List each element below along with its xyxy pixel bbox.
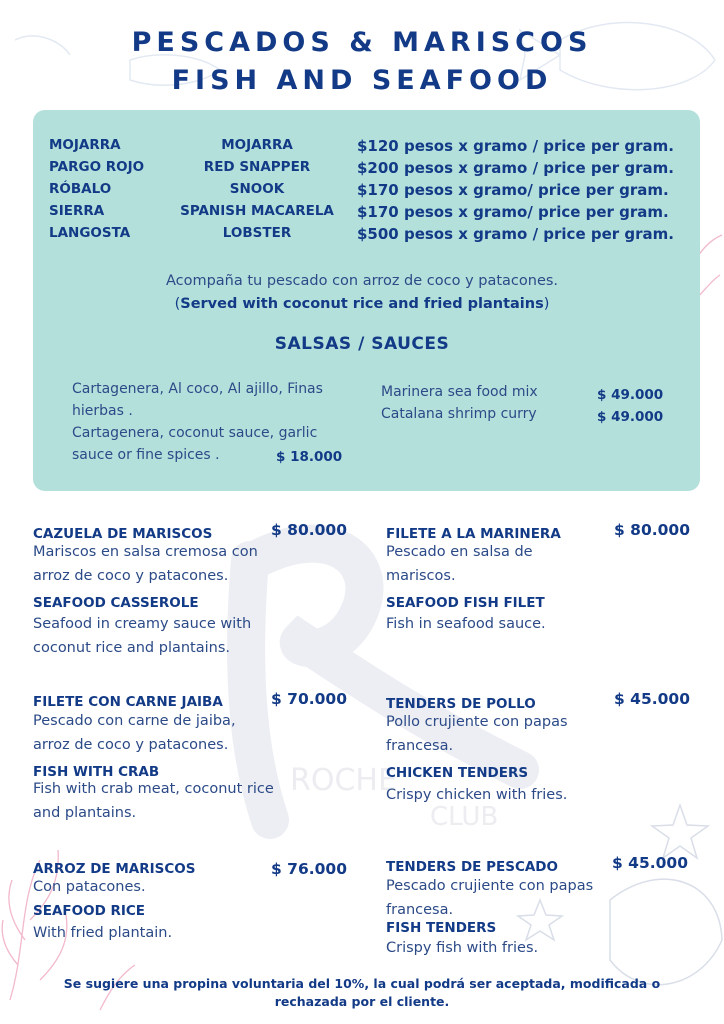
fish-price: $120 pesos x gramo / price per gram. — [357, 137, 674, 155]
dish-price: $ 45.000 — [612, 854, 688, 872]
page-title-en: FISH AND SEAFOOD — [171, 65, 553, 96]
dish-desc-es: mariscos. — [386, 568, 456, 584]
svg-text:CLUB: CLUB — [430, 802, 499, 832]
dish-desc-es: francesa. — [386, 738, 454, 754]
served-with-en — [0, 296, 724, 312]
served-with-en-text: Served with coconut rice and fried plantains — [180, 296, 544, 312]
dish-desc-es: Mariscos en salsa cremosa con — [33, 544, 258, 560]
fish-price: $500 pesos x gramo / price per gram. — [357, 225, 674, 243]
tip-note-line2: rechazada por el cliente. — [274, 994, 450, 1009]
fish-name-en: SNOOK — [229, 181, 285, 197]
sauce-line: Cartagenera, coconut sauce, garlic — [72, 425, 318, 441]
dish-desc-en: Fish with crab meat, coconut rice — [33, 781, 274, 797]
dish-desc-en: coconut rice and plantains. — [33, 640, 231, 656]
dish-desc-en: Crispy chicken with fries. — [386, 787, 568, 803]
dish-desc-es: Pescado crujiente con papas — [386, 878, 594, 894]
dish-price: $ 45.000 — [614, 690, 690, 708]
dish-price: $ 70.000 — [271, 690, 347, 708]
fish-name-es: MOJARRA — [49, 137, 121, 153]
dish-name-en: SEAFOOD CASSEROLE — [33, 595, 199, 611]
dish-name-es: TENDERS DE POLLO — [386, 696, 536, 712]
paren-open: ( — [174, 296, 181, 312]
dish-desc-en: With fried plantain. — [33, 925, 173, 941]
dish-price: $ 80.000 — [271, 521, 347, 539]
sauces-heading: SALSAS / SAUCES — [274, 334, 450, 354]
svg-text:ROCHE: ROCHE — [290, 763, 397, 798]
fish-name-en: LOBSTER — [222, 225, 292, 241]
fish-price: $200 pesos x gramo / price per gram. — [357, 159, 674, 177]
sauce-name: Catalana shrimp curry — [381, 406, 537, 422]
dish-name-es: FILETE A LA MARINERA — [386, 526, 561, 542]
fish-name-es: SIERRA — [49, 203, 105, 219]
dish-name-es: FILETE CON CARNE JAIBA — [33, 694, 223, 710]
fish-name-en: RED SNAPPER — [203, 159, 311, 175]
served-with-es: Acompaña tu pescado con arroz de coco y patacones. — [165, 273, 559, 289]
dish-price: $ 80.000 — [614, 521, 690, 539]
dish-desc-en: and plantains. — [33, 805, 137, 821]
dish-desc-en: Seafood in creamy sauce with — [33, 616, 252, 632]
fish-price: $170 pesos x gramo/ price per gram. — [357, 203, 669, 221]
dish-name-en: SEAFOOD FISH FILET — [386, 595, 545, 611]
dish-desc-es: francesa. — [386, 902, 454, 918]
dish-desc-es: arroz de coco y patacones. — [33, 568, 229, 584]
dish-name-es: ARROZ DE MARISCOS — [33, 861, 196, 877]
page-title-es: PESCADOS & MARISCOS — [131, 27, 593, 58]
dish-desc-en: Fish in seafood sauce. — [386, 616, 546, 632]
dish-desc-es: Pescado en salsa de — [386, 544, 533, 560]
fish-name-en: MOJARRA — [221, 137, 293, 153]
sauce-name: Marinera sea food mix — [381, 384, 538, 400]
fish-name-es: LANGOSTA — [49, 225, 131, 241]
fish-name-es: PARGO ROJO — [49, 159, 145, 175]
fish-name-en: SPANISH MACARELA — [180, 203, 334, 219]
dish-desc-es: Con patacones. — [33, 879, 146, 895]
dish-name-en: CHICKEN TENDERS — [386, 765, 529, 781]
dish-desc-es: Pollo crujiente con papas — [386, 714, 568, 730]
dish-name-en: FISH TENDERS — [386, 920, 497, 936]
sauce-line: hierbas . — [72, 403, 133, 419]
dish-price: $ 76.000 — [271, 860, 347, 878]
sauce-price: $ 18.000 — [276, 449, 343, 465]
dish-name-en: FISH WITH CRAB — [33, 764, 160, 780]
sauce-line: Cartagenera, Al coco, Al ajillo, Finas — [72, 381, 323, 397]
sauce-price: $ 49.000 — [597, 387, 664, 403]
dish-name-es: TENDERS DE PESCADO — [386, 859, 558, 875]
sauce-line: sauce or fine spices . — [72, 447, 220, 463]
dish-name-en: SEAFOOD RICE — [33, 903, 146, 919]
dish-name-es: CAZUELA DE MARISCOS — [33, 526, 213, 542]
sauce-price: $ 49.000 — [597, 409, 664, 425]
fish-price: $170 pesos x gramo/ price per gram. — [357, 181, 669, 199]
fish-name-es: RÓBALO — [49, 181, 112, 197]
dish-desc-es: Pescado con carne de jaiba, — [33, 713, 236, 729]
dish-desc-en: Crispy fish with fries. — [386, 940, 539, 956]
tip-note-line1: Se sugiere una propina voluntaria del 10%, la cual podrá ser aceptada, modificada o — [63, 976, 661, 991]
paren-close: ) — [543, 296, 550, 312]
dish-desc-es: arroz de coco y patacones. — [33, 737, 229, 753]
